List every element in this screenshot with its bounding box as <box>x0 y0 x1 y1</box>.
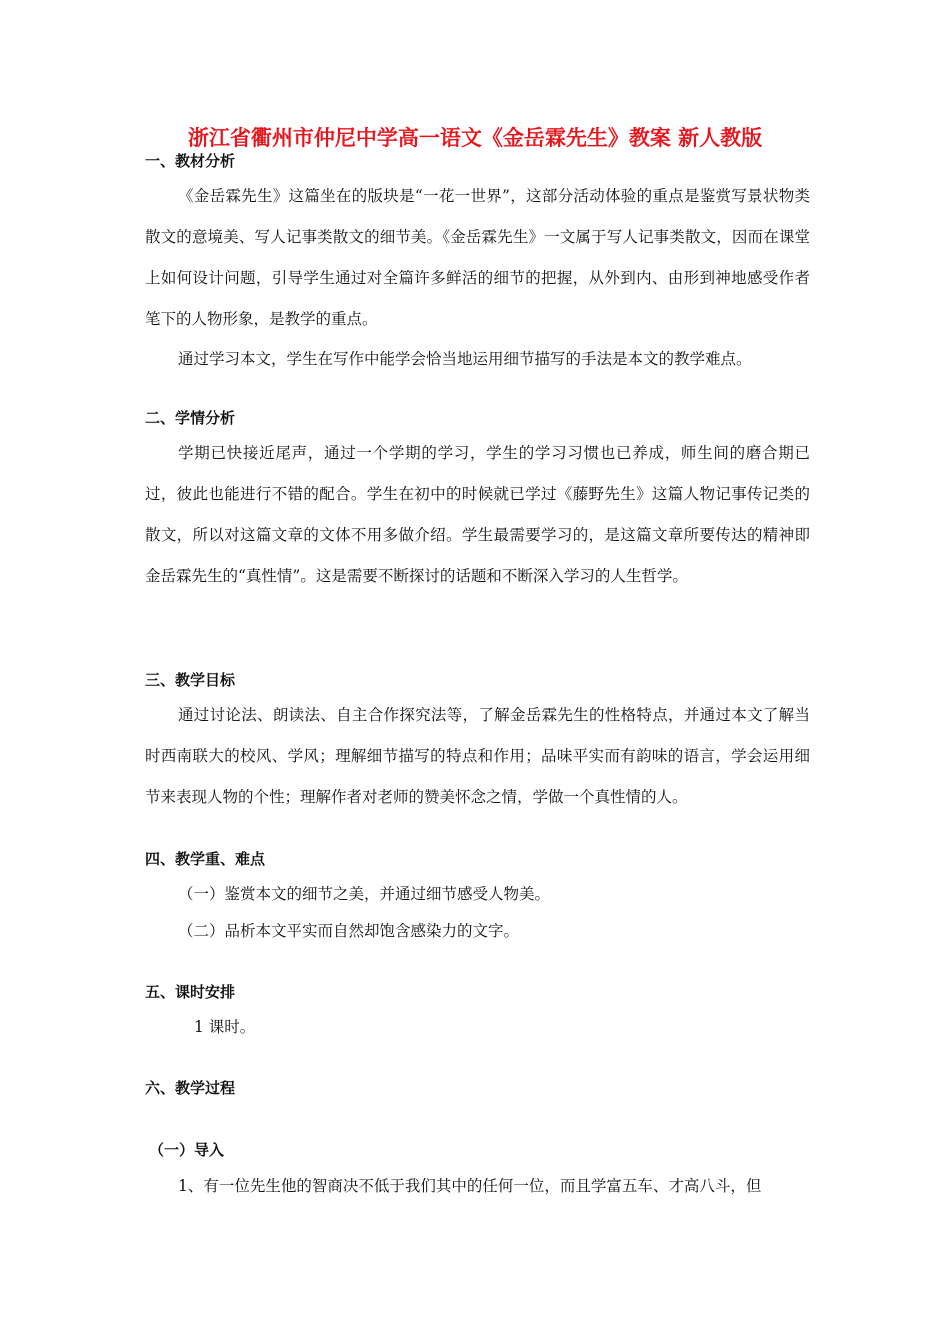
section-3-paragraph-1: 通过讨论法、朗读法、自主合作探究法等，了解金岳霖先生的性格特点，并通过本文了解当时西南联大的校风、学风；理解细节描写的特点和作用；品味平实而有韵味的语言，学会运用细节来表现人物的个性；理解作者对老师的赞美怀念之情，学做一个真性情的人。 <box>145 706 810 806</box>
section-heading-4: 四、教学重、难点 <box>145 850 266 868</box>
section-heading-1: 一、教材分析 <box>145 152 236 170</box>
subsection-heading: （一）导入 <box>149 1141 225 1159</box>
section-5-item-1: 1 课时。 <box>194 1018 256 1036</box>
document-title: 浙江省衢州市仲尼中学高一语文《金岳霖先生》教案 新人教版 <box>187 126 763 150</box>
subsection-text: 1、有一位先生他的智商决不低于我们其中的任何一位，而且学富五车、才高八斗，但 <box>178 1177 762 1195</box>
section-2-paragraph-1: 学期已快接近尾声，通过一个学期的学习，学生的学习习惯也已养成，师生间的磨合期已过，彼此也能进行不错的配合。学生在初中的时候就已学过《藤野先生》这篇人物记事传记类的散文，所以对这篇文章的文体不用多做介绍。学生最需要学习的，是这篇文章所要传达的精神即金岳霖先生的“真性情”。这是需要不断探讨的话题和不断深入学习的人生哲学。 <box>145 444 810 585</box>
section-heading-3: 三、教学目标 <box>145 671 236 689</box>
section-heading-5: 五、课时安排 <box>145 983 236 1001</box>
section-heading-6: 六、教学过程 <box>145 1079 236 1097</box>
section-4-item-2: （二）品析本文平实而自然却饱含感染力的文字。 <box>178 922 520 940</box>
section-1-paragraph-2: 通过学习本文，学生在写作中能学会恰当地运用细节描写的手法是本文的教学难点。 <box>178 350 752 368</box>
section-4-item-1: （一）鉴赏本文的细节之美，并通过细节感受人物美。 <box>178 885 551 903</box>
section-1-paragraph-1: 《金岳霖先生》这篇坐在的版块是“一花一世界”，这部分活动体验的重点是鉴赏写景状物类散文的意境美、写人记事类散文的细节美。《金岳霖先生》一文属于写人记事类散文，因而在课堂上如何设计问题，引导学生通过对全篇许多鲜活的细节的把握，从外到内、由形到神地感受作者笔下的人物形象，是教学的重点。 <box>145 187 810 328</box>
section-heading-2: 二、学情分析 <box>145 409 236 427</box>
